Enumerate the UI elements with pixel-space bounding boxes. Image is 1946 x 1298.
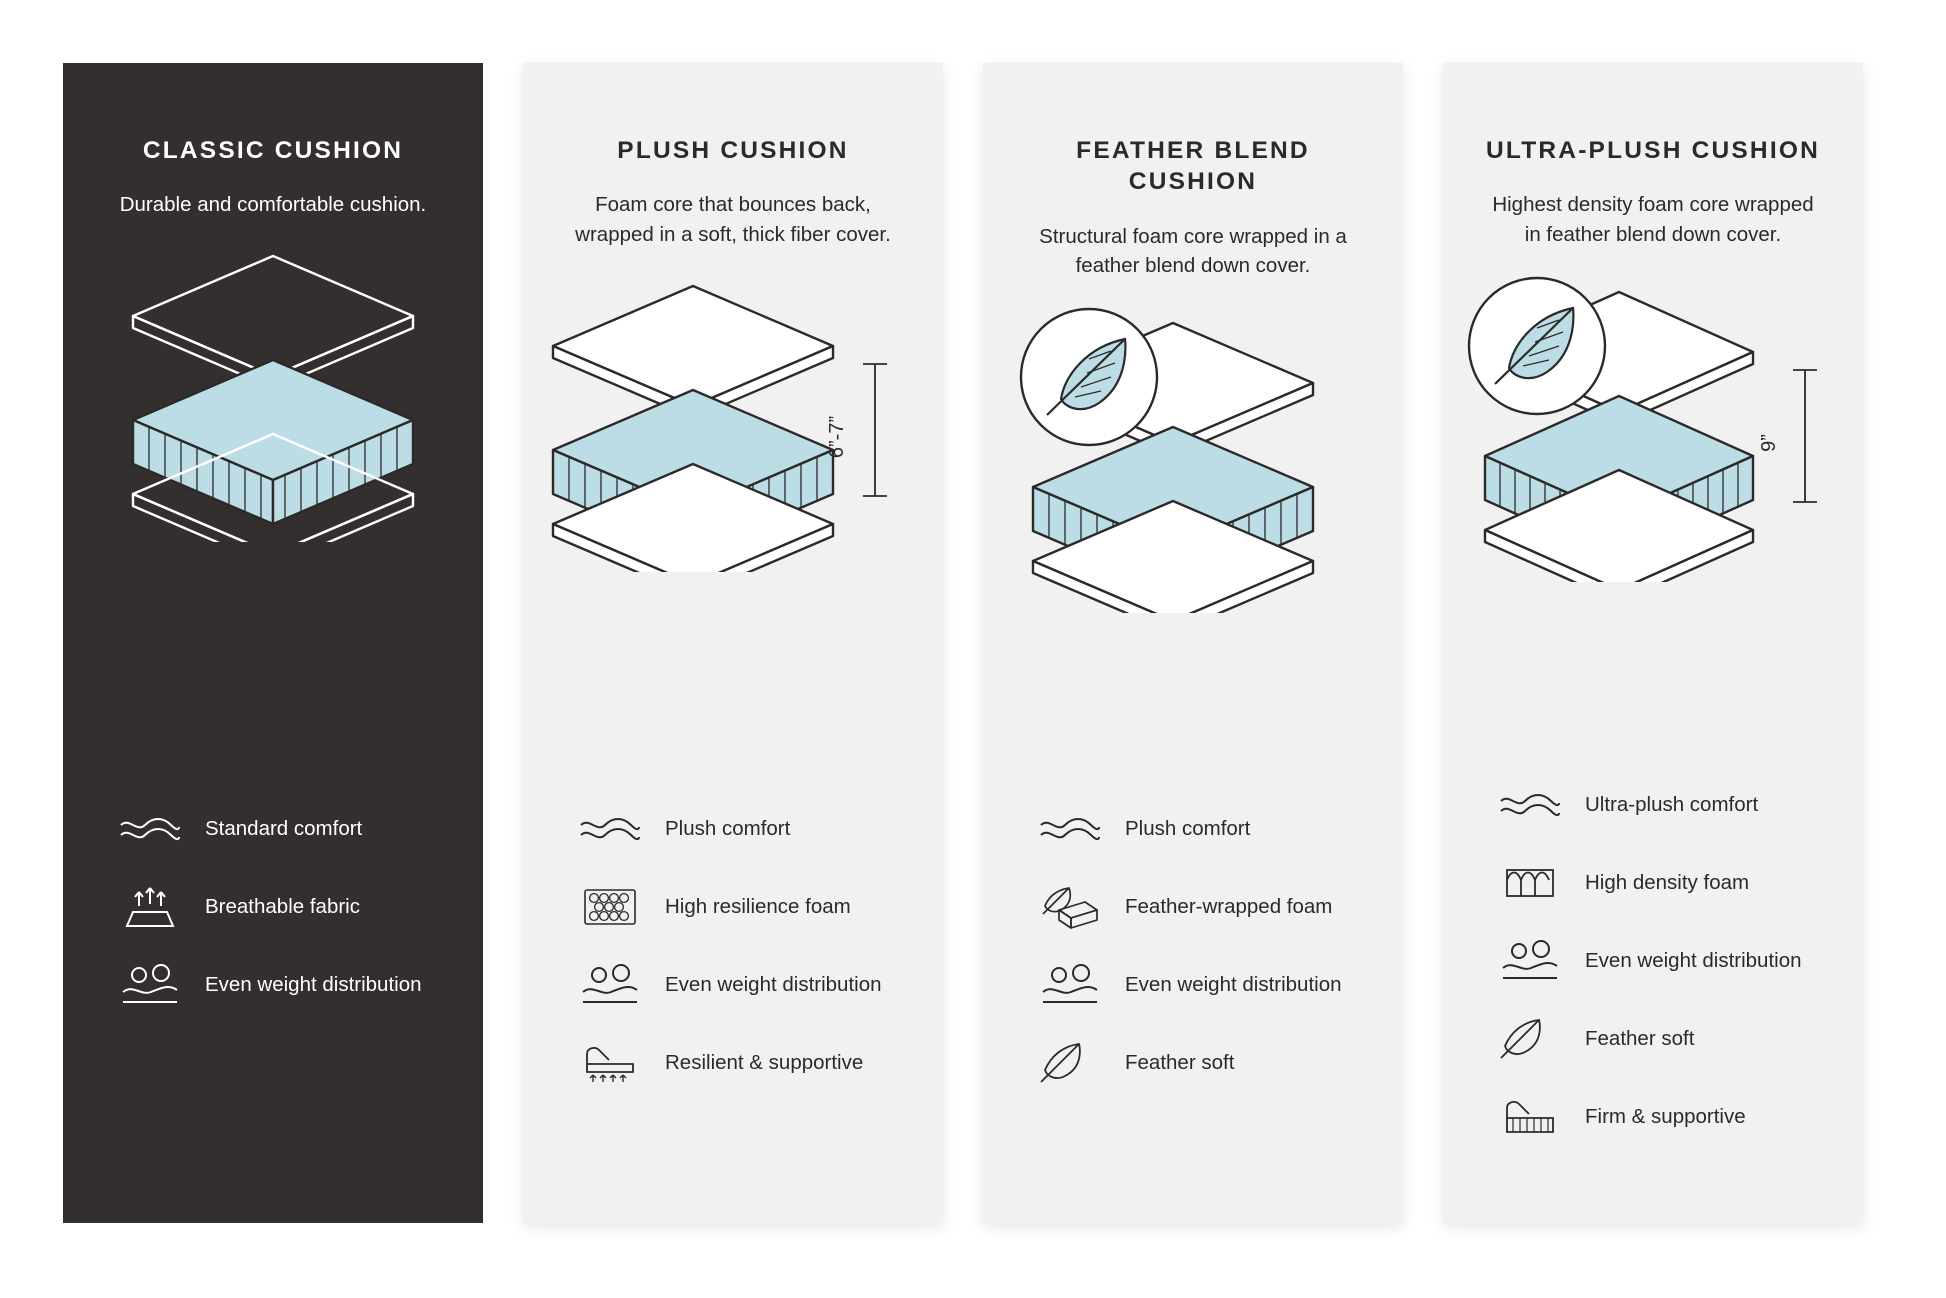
feature-item [579, 1037, 909, 1089]
wave-icon [1499, 792, 1573, 818]
feature-item [1499, 935, 1829, 987]
feature-label: Standard comfort [205, 817, 363, 841]
feature-item [1039, 1037, 1369, 1089]
card-classic-cushion [63, 63, 483, 1223]
feature-item [579, 803, 909, 855]
card-title: FEATHER BLEND CUSHION [1076, 137, 1310, 196]
feature-label: Resilient & supportive [665, 1051, 864, 1075]
feature-label: Feather soft [1585, 1027, 1695, 1051]
card-description: Structural foam core wrapped in a feather blend down cover. [1039, 224, 1347, 278]
feature-item [1039, 803, 1369, 855]
feature-label: Even weight distribution [1585, 949, 1802, 973]
feature-item [1499, 1013, 1829, 1065]
feature-item [579, 881, 909, 933]
feature-list [579, 803, 909, 1115]
feature-label: Feather soft [1125, 1051, 1235, 1075]
dimension-label: 6”-7” [826, 415, 848, 458]
feature-item [119, 959, 449, 1011]
card-plush-cushion [523, 63, 943, 1223]
feature-label: Even weight distribution [205, 973, 422, 997]
card-feather-blend-cushion [983, 63, 1403, 1223]
feature-list [1039, 803, 1369, 1115]
feature-item [1499, 779, 1829, 831]
feature-label: Even weight distribution [665, 973, 882, 997]
high-density-foam-icon [1499, 860, 1573, 906]
breathable-fabric-icon [119, 884, 193, 930]
support-icon [579, 1040, 653, 1086]
dimension-label: 9” [1758, 433, 1780, 452]
cushion-layers-illustration [523, 272, 943, 602]
card-description: Foam core that bounces back, wrapped in a soft, thick fiber cover. [575, 193, 891, 247]
card-title: PLUSH CUSHION [617, 137, 849, 164]
feature-list [119, 803, 449, 1037]
card-ultra-plush-cushion [1443, 63, 1863, 1223]
feature-label: Even weight distribution [1125, 973, 1342, 997]
feature-item [119, 803, 449, 855]
even-weight-icon [1499, 938, 1573, 984]
even-weight-icon [1039, 962, 1113, 1008]
firm-support-icon [1499, 1094, 1573, 1140]
feature-label: Ultra-plush comfort [1585, 793, 1759, 817]
feature-item [119, 881, 449, 933]
layers-svg [1453, 272, 1853, 582]
feather-icon [1499, 1016, 1573, 1062]
wave-icon [119, 816, 193, 842]
card-description: Highest density foam core wrapped in feather blend down cover. [1492, 193, 1814, 247]
wave-icon [579, 816, 653, 842]
cushion-layers-illustration [63, 242, 483, 572]
feature-label: High resilience foam [665, 895, 851, 919]
card-description: Durable and comfortable cushion. [119, 193, 427, 217]
card-title: CLASSIC CUSHION [142, 137, 404, 164]
even-weight-icon [119, 962, 193, 1008]
feature-label: Firm & supportive [1585, 1105, 1746, 1129]
layers-svg [543, 272, 923, 572]
feature-item [1039, 959, 1369, 1011]
feather-icon [1039, 1040, 1113, 1086]
layers-svg [1003, 303, 1383, 613]
feature-item [1499, 1091, 1829, 1143]
card-title: ULTRA-PLUSH CUSHION [1486, 137, 1820, 164]
feature-label: Plush comfort [665, 817, 791, 841]
feature-item [1499, 857, 1829, 909]
honeycomb-foam-icon [579, 884, 653, 930]
feature-label: Feather-wrapped foam [1125, 895, 1333, 919]
feature-list [1499, 779, 1829, 1169]
layers-svg [113, 242, 433, 542]
feather-badge [1021, 309, 1157, 445]
cushion-layers-illustration [1443, 272, 1863, 602]
feather-badge [1469, 278, 1605, 414]
feature-label: High density foam [1585, 871, 1750, 895]
feather-wrapped-foam-icon [1039, 884, 1113, 930]
even-weight-icon [579, 962, 653, 1008]
cushion-layers-illustration [983, 303, 1403, 633]
feature-item [579, 959, 909, 1011]
feature-label: Plush comfort [1125, 817, 1251, 841]
feature-item [1039, 881, 1369, 933]
feature-label: Breathable fabric [205, 895, 360, 919]
wave-icon [1039, 816, 1113, 842]
